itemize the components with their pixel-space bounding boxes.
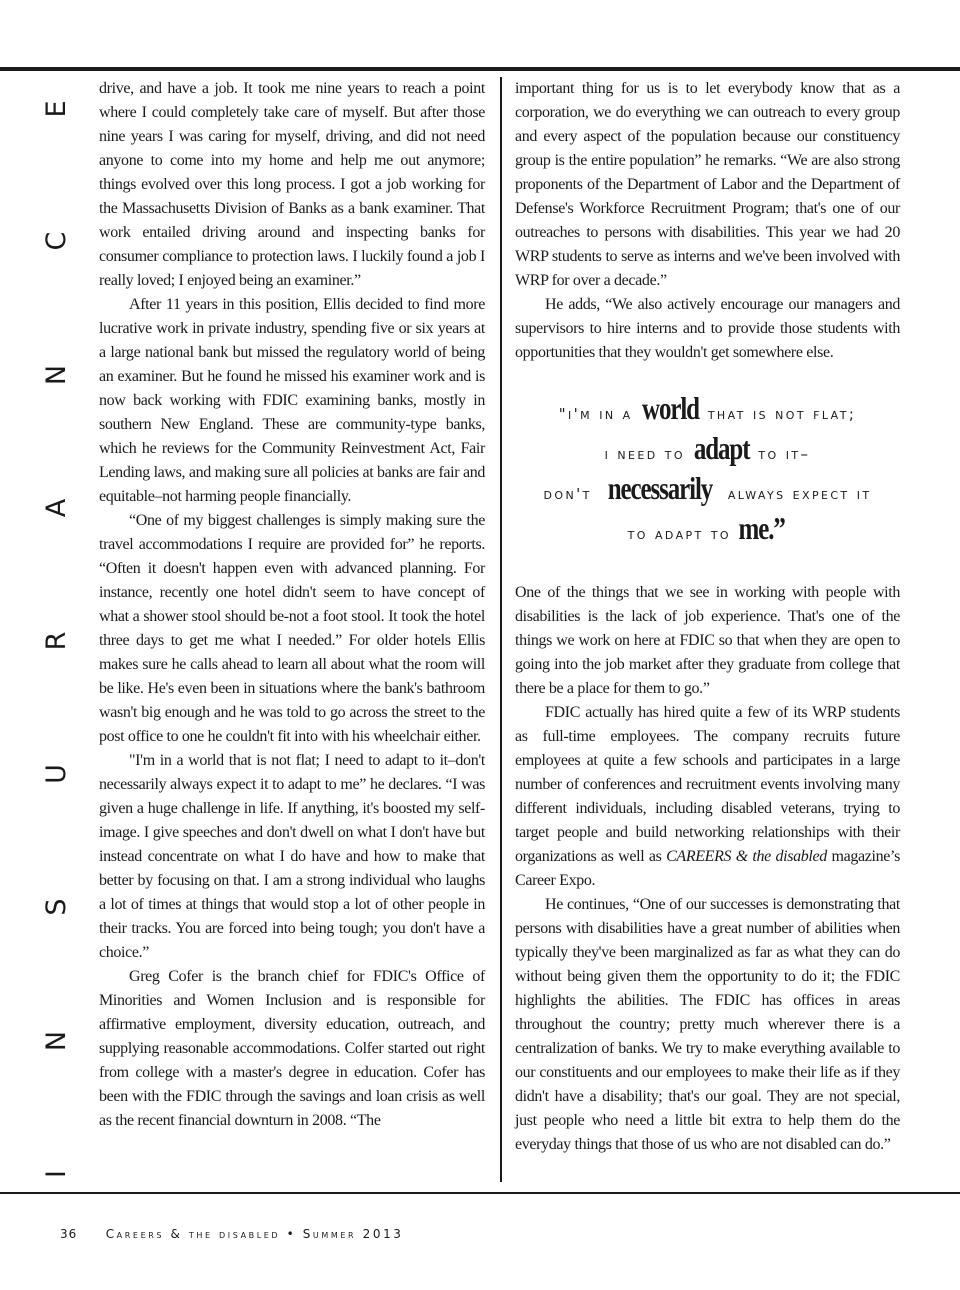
article-paragraph: important thing for us is to let everybody know that as a corporation, we do everything we can outreach to every group and every aspect of the population because our constituency group is the entire population” he remarks. “We are also strong proponents of the Department of Labor and the Department of Defense's Workforce Recruitment Program; that's one of our outreaches to persons with disabilities. This year we had 20 WRP students to serve as interns and we've been involved with WRP for over a decade.” bbox=[515, 80, 900, 289]
pull-quote-text: that is not flat; bbox=[707, 405, 857, 423]
publication-line: Careers & the disabled • Summer 2013 bbox=[105, 1227, 404, 1241]
pull-quote-emphasis: adapt bbox=[693, 430, 750, 466]
pull-quote-text: always expect it bbox=[727, 485, 872, 503]
sidebar-letter: A bbox=[41, 498, 72, 518]
sidebar-letter: C bbox=[41, 231, 72, 251]
sidebar-letter: I bbox=[41, 1170, 72, 1178]
article-paragraph bbox=[515, 701, 900, 893]
section-sidebar-insurance bbox=[40, 72, 74, 1192]
sidebar-letter: S bbox=[41, 898, 72, 916]
sidebar-letter: N bbox=[41, 364, 72, 386]
article-paragraph: He adds, “We also actively encourage our managers and supervisors to hire interns and to provide those students with opportunities that they wouldn't get somewhere else. bbox=[515, 296, 900, 361]
sidebar-letter: E bbox=[41, 100, 72, 118]
pull-quote-text: to it– bbox=[758, 445, 811, 463]
pull-quote-text: i need to bbox=[604, 445, 685, 463]
pull-quote-text: "i'm in a bbox=[558, 405, 633, 423]
column-divider bbox=[500, 77, 502, 1182]
right-column-continuation bbox=[515, 581, 900, 1157]
pull-quote-line bbox=[505, 428, 910, 468]
sidebar-letter: R bbox=[41, 631, 72, 651]
article-paragraph: drive, and have a job. It took me nine years to reach a point where I could completely take care of myself. But after those nine years I was caring for myself, driving, and did not need anyone to come into my home and help me out anymore; things evolved over this long process. I got a job working for the Massachusetts Division of Banks as a bank examiner. That work entailed driving around and inspecting banks for consumer compliance to protection laws. I luckily found a job I really loved; I enjoyed being an examiner.” bbox=[99, 80, 485, 289]
article-paragraph: "I'm in a world that is not flat; I need to adapt to it–don't necessarily always expect it to adapt to me” he declares. “I was given a huge challenge in life. If anything, it's boosted my self-image. I give speeches and don't dwell on what I don't have but instead concentrate on what I do have and how to make that better by focusing on that. I am a strong individual who laughs a lot of times at things that would stop a lot of other people in their tracks. You are forced into being tough; you don't have a choice.” bbox=[99, 752, 485, 961]
bottom-rule bbox=[0, 1192, 960, 1194]
article-paragraph: “One of my biggest challenges is simply making sure the travel accommodations I require are provided for” he reports. “Often it doesn't happen even with advanced planning. For instance, recently one hotel didn't seem to have concept of what a shower stool should be-not a foot stool. It took the hotel three days to get me what I needed.” For older hotels Ellis makes sure he calls ahead to learn all about what the room will be like. He's even been in situations where the bank's bathroom wasn't big enough and he was told to go across the street to the post office to one he couldn't fit into with his wheelchair either. bbox=[99, 512, 485, 745]
article-paragraph: One of the things that we see in working with people with disabilities is the lack of job experience. That's one of the things we work on here at FDIC so that when they are open to going into the job market after they graduate from college that there be a place for them to go.” bbox=[515, 584, 900, 697]
page-footer bbox=[60, 1227, 404, 1241]
pull-quote-emphasis: me.” bbox=[738, 510, 785, 546]
sidebar-letter: N bbox=[41, 1030, 72, 1052]
sidebar-letter: U bbox=[41, 764, 72, 784]
pull-quote bbox=[505, 388, 910, 548]
pull-quote-line bbox=[505, 468, 910, 508]
page-number: 36 bbox=[60, 1227, 78, 1241]
top-rule bbox=[0, 67, 960, 71]
left-article-column bbox=[99, 77, 485, 1133]
magazine-title: CAREERS & the disabled bbox=[666, 848, 827, 865]
article-paragraph: Greg Cofer is the branch chief for FDIC's Office of Minorities and Women Inclusion and is responsible for affirmative employment, diversity education, outreach, and supplying reasonable accommodations. Colfer started out right from college with a master's degree in education. Cofer has been with the FDIC through the savings and loan crisis as well as the recent financial downturn in 2008. “The bbox=[99, 968, 485, 1129]
paragraph-text: magazine’s Career Expo. bbox=[515, 848, 900, 889]
right-article-column bbox=[515, 77, 900, 365]
pull-quote-text: to adapt to bbox=[627, 525, 731, 543]
pull-quote-line bbox=[505, 508, 910, 548]
article-paragraph: After 11 years in this position, Ellis decided to find more lucrative work in private industry, spending five or six years at a large national bank but missed the regulatory world of being an examiner. But he found he missed his examiner work and is now back working with FDIC examining banks, mostly in southern New England. These are community-type banks, which he reviews for the Community Reinvestment Act, Fair Lending laws, and making sure all policies at banks are fair and equitable–not harming people financially. bbox=[99, 296, 485, 505]
pull-quote-emphasis: world bbox=[641, 390, 699, 426]
paragraph-text: FDIC actually has hired quite a few of its WRP students as full-time employees. The company recruits future employees at quite a few schools and participates in a large number of conferences and recruitment events involving many different individuals, including disabled veterans, trying to target people and build networking relationships with their organizations as well as bbox=[515, 704, 900, 865]
article-paragraph: He continues, “One of our successes is demonstrating that persons with disabilities have a great number of abilities when typically they've been marginalized as far as what they can do without being given them the opportunity to do it; the FDIC highlights the abilities. The FDIC has offices in areas throughout the country; pretty much wherever there is a centralization of banks. We try to make everything available to our constituents and our employees to make their life as if they didn't have a disability; that's our goal. They are not special, just people who need a little bit extra to help them do the everyday things that those of us who are not disabled can do.” bbox=[515, 896, 900, 1153]
pull-quote-emphasis: necessarily bbox=[607, 470, 712, 506]
pull-quote-line bbox=[505, 388, 910, 428]
pull-quote-text: don't bbox=[543, 485, 592, 503]
